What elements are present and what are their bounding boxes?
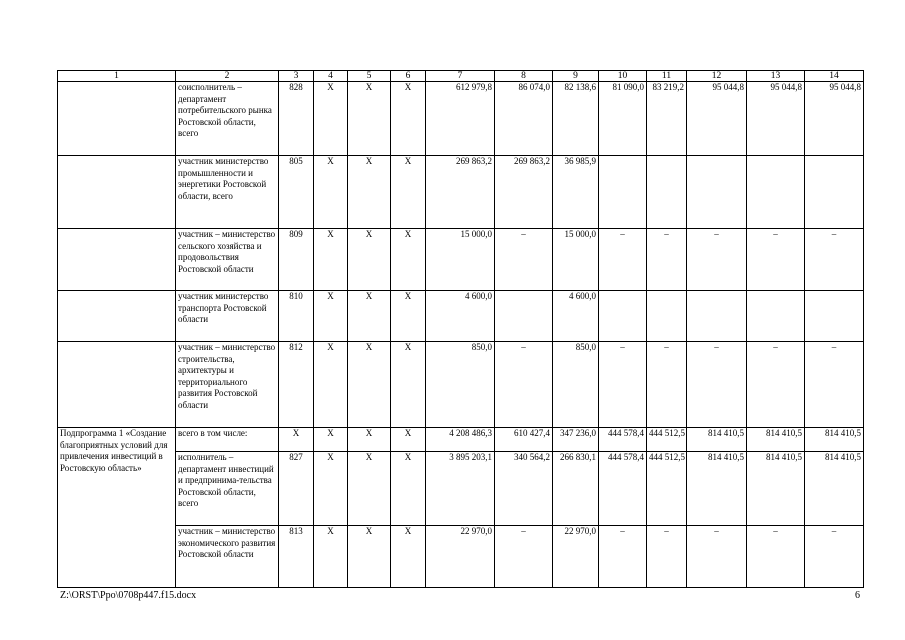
x-cell: Х: [391, 452, 426, 526]
value-cell: 269 863,2: [495, 156, 553, 229]
value-cell: 814 410,5: [805, 428, 864, 452]
table-row: [58, 452, 864, 526]
value-cell: [599, 156, 647, 229]
value-cell: [747, 291, 805, 342]
value-cell: 22 970,0: [426, 526, 495, 588]
value-cell: [687, 156, 747, 229]
program-cell: [58, 156, 176, 229]
table-row: [58, 82, 864, 156]
value-cell: 22 970,0: [553, 526, 599, 588]
x-cell: Х: [348, 82, 391, 156]
value-cell: 83 219,2: [647, 82, 687, 156]
value-cell: –: [599, 229, 647, 291]
x-cell: Х: [391, 342, 426, 428]
x-cell: Х: [314, 342, 348, 428]
col-header: 6: [391, 71, 426, 82]
value-cell: –: [599, 342, 647, 428]
code-cell: 810: [279, 291, 314, 342]
x-cell: Х: [314, 82, 348, 156]
x-cell: Х: [314, 452, 348, 526]
value-cell: –: [495, 229, 553, 291]
value-cell: –: [747, 229, 805, 291]
x-cell: Х: [314, 229, 348, 291]
x-cell: Х: [348, 291, 391, 342]
x-cell: Х: [391, 229, 426, 291]
table-row: [58, 428, 864, 452]
x-cell: Х: [314, 291, 348, 342]
executor-cell: участник министерство промышленности и энергетики Ростовской области, всего: [176, 156, 279, 229]
value-cell: 814 410,5: [687, 452, 747, 526]
value-cell: 15 000,0: [553, 229, 599, 291]
col-header: 4: [314, 71, 348, 82]
table-row: [58, 156, 864, 229]
value-cell: –: [747, 342, 805, 428]
value-cell: 610 427,4: [495, 428, 553, 452]
table-row: [58, 526, 864, 588]
x-cell: Х: [314, 526, 348, 588]
col-header: 12: [687, 71, 747, 82]
value-cell: 814 410,5: [747, 428, 805, 452]
value-cell: 814 410,5: [747, 452, 805, 526]
value-cell: 95 044,8: [687, 82, 747, 156]
value-cell: 444 512,5: [647, 428, 687, 452]
value-cell: –: [647, 229, 687, 291]
value-cell: 36 985,9: [553, 156, 599, 229]
budget-table-sheet: [57, 70, 863, 588]
value-cell: 850,0: [553, 342, 599, 428]
value-cell: –: [647, 342, 687, 428]
value-cell: [747, 156, 805, 229]
x-cell: Х: [348, 526, 391, 588]
value-cell: –: [495, 342, 553, 428]
value-cell: 444 578,4: [599, 428, 647, 452]
x-cell: Х: [391, 156, 426, 229]
value-cell: –: [687, 342, 747, 428]
code-cell: Х: [279, 428, 314, 452]
executor-cell: исполнитель – департамент инвестиций и предпринима-тельства Ростовской области, всего: [176, 452, 279, 526]
code-cell: 828: [279, 82, 314, 156]
code-cell: 805: [279, 156, 314, 229]
executor-cell: участник – министерство сельского хозяйства и продовольствия Ростовской области: [176, 229, 279, 291]
x-cell: Х: [391, 82, 426, 156]
x-cell: Х: [348, 156, 391, 229]
x-cell: Х: [314, 428, 348, 452]
value-cell: 15 000,0: [426, 229, 495, 291]
col-header: 9: [553, 71, 599, 82]
value-cell: [599, 291, 647, 342]
code-cell: 809: [279, 229, 314, 291]
col-header: 1: [58, 71, 176, 82]
executor-cell: участник министерство транспорта Ростовской области: [176, 291, 279, 342]
table-row: [58, 342, 864, 428]
x-cell: Х: [348, 229, 391, 291]
value-cell: 269 863,2: [426, 156, 495, 229]
value-cell: –: [647, 526, 687, 588]
value-cell: 814 410,5: [805, 452, 864, 526]
executor-cell: участник – министерство экономического развития Ростовской области: [176, 526, 279, 588]
x-cell: Х: [348, 342, 391, 428]
header-row: [58, 71, 864, 82]
col-header: 8: [495, 71, 553, 82]
x-cell: Х: [348, 452, 391, 526]
value-cell: [805, 291, 864, 342]
col-header: 11: [647, 71, 687, 82]
code-cell: 827: [279, 452, 314, 526]
value-cell: –: [687, 526, 747, 588]
value-cell: –: [805, 342, 864, 428]
col-header: 5: [348, 71, 391, 82]
value-cell: 86 074,0: [495, 82, 553, 156]
value-cell: 81 090,0: [599, 82, 647, 156]
table-row: [58, 291, 864, 342]
value-cell: 4 600,0: [426, 291, 495, 342]
value-cell: 82 138,6: [553, 82, 599, 156]
value-cell: 3 895 203,1: [426, 452, 495, 526]
value-cell: 340 564,2: [495, 452, 553, 526]
value-cell: [647, 291, 687, 342]
value-cell: [647, 156, 687, 229]
x-cell: Х: [391, 526, 426, 588]
col-header: 13: [747, 71, 805, 82]
page-number: 6: [855, 590, 860, 601]
value-cell: [687, 291, 747, 342]
program-cell: [58, 82, 176, 156]
code-cell: 813: [279, 526, 314, 588]
value-cell: 4 600,0: [553, 291, 599, 342]
value-cell: 95 044,8: [805, 82, 864, 156]
value-cell: 266 830,1: [553, 452, 599, 526]
value-cell: [805, 156, 864, 229]
file-path: Z:\ORST\Ppo\0708p447.f15.docx: [60, 590, 197, 601]
value-cell: 612 979,8: [426, 82, 495, 156]
value-cell: 4 208 486,3: [426, 428, 495, 452]
value-cell: 347 236,0: [553, 428, 599, 452]
table-row: [58, 229, 864, 291]
executor-cell: соисполнитель – департамент потребительского рынка Ростовской области, всего: [176, 82, 279, 156]
value-cell: –: [805, 229, 864, 291]
value-cell: –: [747, 526, 805, 588]
executor-cell: участник – министерство строительства, архитектуры и территориального развития Ростовской области: [176, 342, 279, 428]
x-cell: Х: [391, 428, 426, 452]
col-header: 7: [426, 71, 495, 82]
x-cell: Х: [314, 156, 348, 229]
executor-cell: всего в том числе:: [176, 428, 279, 452]
value-cell: –: [599, 526, 647, 588]
value-cell: –: [495, 526, 553, 588]
col-header: 3: [279, 71, 314, 82]
value-cell: 95 044,8: [747, 82, 805, 156]
program-cell: [58, 229, 176, 291]
subprogram-name-cell: Подпрограмма 1 «Создание благоприятных условий для привлечения инвестиций в Ростовскую область»: [58, 428, 176, 588]
code-cell: 812: [279, 342, 314, 428]
col-header: 2: [176, 71, 279, 82]
col-header: 14: [805, 71, 864, 82]
x-cell: Х: [348, 428, 391, 452]
value-cell: 444 512,5: [647, 452, 687, 526]
col-header: 10: [599, 71, 647, 82]
program-cell: [58, 291, 176, 342]
value-cell: –: [805, 526, 864, 588]
value-cell: [495, 291, 553, 342]
value-cell: –: [687, 229, 747, 291]
budget-table: [57, 70, 864, 588]
value-cell: 814 410,5: [687, 428, 747, 452]
program-cell: [58, 342, 176, 428]
value-cell: 444 578,4: [599, 452, 647, 526]
value-cell: 850,0: [426, 342, 495, 428]
x-cell: Х: [391, 291, 426, 342]
